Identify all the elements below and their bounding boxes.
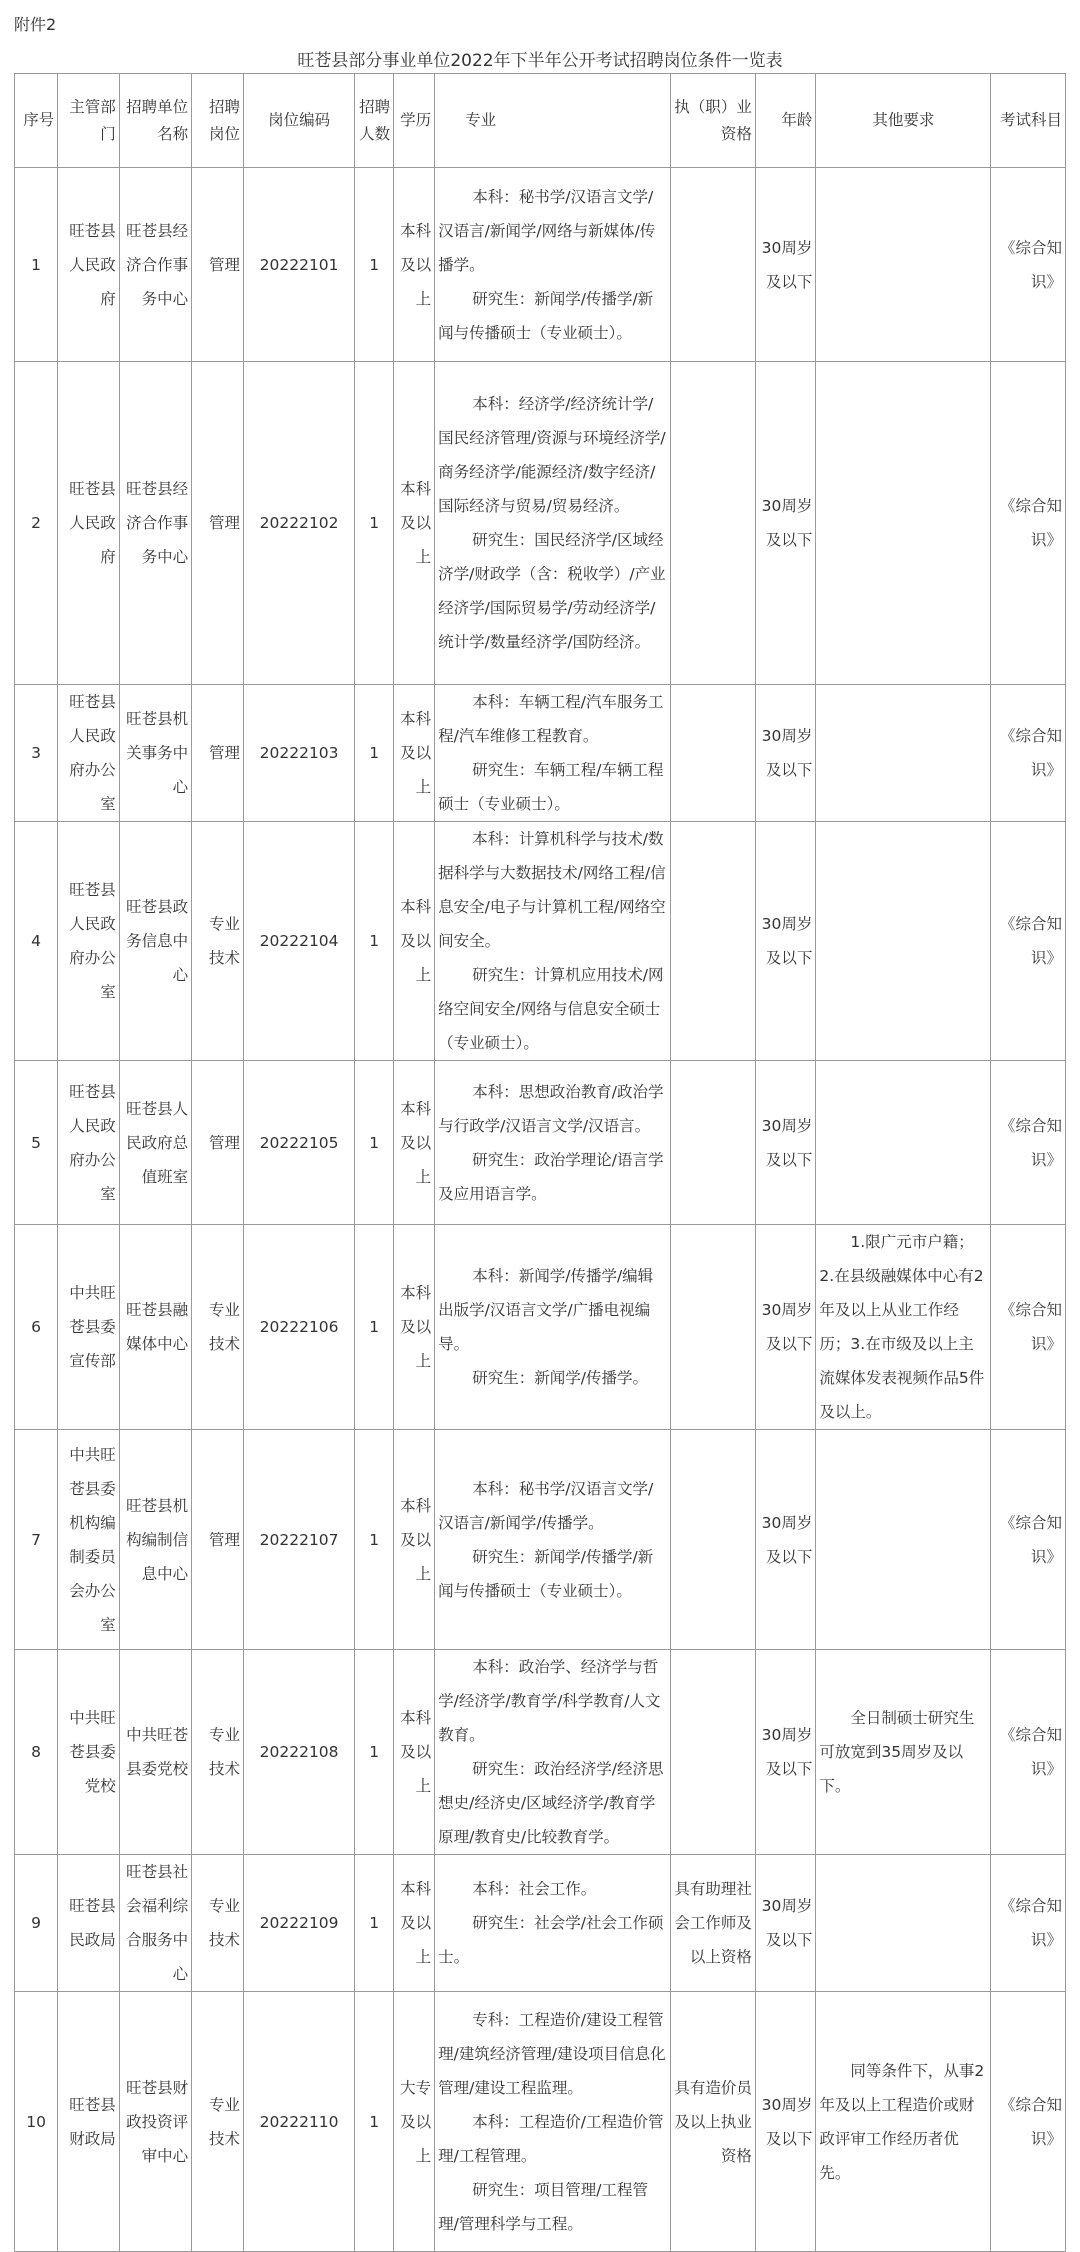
table-row — [15, 1855, 1066, 1992]
table-row — [15, 168, 1066, 362]
row-dept: 中共旺苍县委机构编制委员会办公室 — [58, 1430, 120, 1650]
row-exam: 《综合知识》 — [991, 1992, 1066, 2252]
row-count: 1 — [355, 1430, 394, 1650]
header-post: 招聘岗位 — [192, 74, 244, 168]
row-edu: 本科及以上 — [394, 1061, 435, 1225]
row-unit: 中共旺苍县委党校 — [119, 1650, 191, 1855]
recruitment-table — [14, 73, 1066, 2252]
row-code: 20222106 — [243, 1225, 354, 1430]
major-line: 研究生：国民经济学/区域经济学/财政学（含：税收学）/产业经济学/国际贸易学/劳动经济学/统计学/数量经济学/国防经济。 — [438, 531, 666, 651]
header-edu: 学历 — [394, 74, 435, 168]
row-seq: 9 — [15, 1855, 58, 1992]
row-age: 30周岁及以下 — [755, 1430, 815, 1650]
row-edu: 大专及以上 — [394, 1992, 435, 2252]
major-line: 研究生：政治经济学/经济思想史/经济史/区域经济学/教育学原理/教育史/比较教育学。 — [438, 1760, 664, 1846]
row-post: 管理 — [192, 362, 244, 685]
row-unit: 旺苍县财政投资评审中心 — [119, 1992, 191, 2252]
major-line: 本科：计算机科学与技术/数据科学与大数据技术/网络工程/信息安全/电子与计算机工程/网络空间安全。 — [438, 830, 666, 950]
row-age: 30周岁及以下 — [755, 685, 815, 822]
header-cert: 执（职）业资格 — [670, 74, 755, 168]
row-count: 1 — [355, 685, 394, 822]
major-line: 本科：秘书学/汉语言文学/汉语言/新闻学/传播学。 — [438, 1479, 654, 1532]
row-major — [435, 1225, 670, 1430]
major-line: 研究生：政治学理论/语言学及应用语言学。 — [438, 1150, 664, 1203]
major-line: 本科：社会工作。 — [472, 1880, 597, 1898]
row-other — [816, 1992, 991, 2252]
row-post: 管理 — [192, 685, 244, 822]
header-age: 年龄 — [755, 74, 815, 168]
row-exam: 《综合知识》 — [991, 822, 1066, 1061]
row-count: 1 — [355, 1855, 394, 1992]
row-cert: 具有助理社会工作师及以上资格 — [670, 1855, 755, 1992]
row-dept: 旺苍县民政局 — [58, 1855, 120, 1992]
table-title: 旺苍县部分事业单位2022年下半年公开考试招聘岗位条件一览表 — [297, 51, 783, 71]
row-unit: 旺苍县人民政府总值班室 — [119, 1061, 191, 1225]
row-cert — [670, 1430, 755, 1650]
row-other — [816, 1225, 991, 1430]
row-unit: 旺苍县融媒体中心 — [119, 1225, 191, 1430]
row-age: 30周岁及以下 — [755, 1992, 815, 2252]
row-unit: 旺苍县经济合作事务中心 — [119, 168, 191, 362]
row-count: 1 — [355, 362, 394, 685]
row-age: 30周岁及以下 — [755, 1855, 815, 1992]
row-post: 专业技术 — [192, 1650, 244, 1855]
row-post: 管理 — [192, 1430, 244, 1650]
row-edu: 本科及以上 — [394, 1650, 435, 1855]
row-edu: 本科及以上 — [394, 1855, 435, 1992]
row-cert — [670, 1061, 755, 1225]
row-seq: 2 — [15, 362, 58, 685]
row-exam: 《综合知识》 — [991, 1430, 1066, 1650]
row-cert — [670, 685, 755, 822]
table-row — [15, 1992, 1066, 2252]
row-exam: 《综合知识》 — [991, 1855, 1066, 1992]
row-code: 20222105 — [243, 1061, 354, 1225]
row-edu: 本科及以上 — [394, 1430, 435, 1650]
row-unit: 旺苍县机构编制信息中心 — [119, 1430, 191, 1650]
row-major — [435, 685, 670, 822]
row-post: 管理 — [192, 168, 244, 362]
table-row — [15, 1061, 1066, 1225]
row-seq: 3 — [15, 685, 58, 822]
major-line: 本科：车辆工程/汽车服务工程/汽车维修工程教育。 — [438, 693, 664, 745]
row-dept: 旺苍县人民政府办公室 — [58, 1061, 120, 1225]
annex-label: 附件2 — [14, 15, 57, 34]
other-text: 1.限广元市户籍；2.在县级融媒体中心有2年及以上从业工作经历；3.在市级及以上主流媒体发表视频作品5件及以上。 — [819, 1233, 985, 1421]
other-text: 全日制硕士研究生可放宽到35周岁及以下。 — [819, 1709, 975, 1795]
row-dept: 旺苍县人民政府 — [58, 168, 120, 362]
row-dept: 中共旺苍县委宣传部 — [58, 1225, 120, 1430]
row-dept: 旺苍县人民政府办公室 — [58, 822, 120, 1061]
header-unit: 招聘单位名称 — [119, 74, 191, 168]
row-cert — [670, 362, 755, 685]
row-other — [816, 685, 991, 822]
row-other — [816, 1061, 991, 1225]
row-exam: 《综合知识》 — [991, 1061, 1066, 1225]
major-line: 本科：新闻学/传播学/编辑出版学/汉语言文学/广播电视编导。 — [438, 1267, 654, 1353]
major-line: 研究生：新闻学/传播学/新闻与传播硕士（专业硕士）。 — [438, 1547, 654, 1600]
row-post: 专业技术 — [192, 1992, 244, 2252]
row-code: 20222102 — [243, 362, 354, 685]
row-edu: 本科及以上 — [394, 685, 435, 822]
row-major — [435, 822, 670, 1061]
header-major: 专业 — [435, 74, 670, 168]
row-code: 20222110 — [243, 1992, 354, 2252]
table-row — [15, 362, 1066, 685]
row-code: 20222107 — [243, 1430, 354, 1650]
table-row — [15, 822, 1066, 1061]
major-line: 研究生：社会学/社会工作硕士。 — [438, 1914, 664, 1966]
row-post: 专业技术 — [192, 822, 244, 1061]
row-count: 1 — [355, 1225, 394, 1430]
row-other — [816, 362, 991, 685]
header-other: 其他要求 — [816, 74, 991, 168]
row-count: 1 — [355, 1061, 394, 1225]
row-unit: 旺苍县政务信息中心 — [119, 822, 191, 1061]
row-count: 1 — [355, 822, 394, 1061]
major-line: 专科：工程造价/建设工程管理/建筑经济管理/建设项目信息化管理/建设工程监理。 — [438, 2010, 666, 2097]
major-line: 本科：思想政治教育/政治学与行政学/汉语言文学/汉语言。 — [438, 1082, 664, 1135]
row-unit: 旺苍县经济合作事务中心 — [119, 362, 191, 685]
major-line: 研究生：新闻学/传播学/新闻与传播硕士（专业硕士）。 — [438, 289, 654, 342]
row-exam: 《综合知识》 — [991, 362, 1066, 685]
row-major — [435, 1650, 670, 1855]
row-cert — [670, 1225, 755, 1430]
row-age: 30周岁及以下 — [755, 1650, 815, 1855]
row-seq: 7 — [15, 1430, 58, 1650]
row-code: 20222109 — [243, 1855, 354, 1992]
row-other — [816, 822, 991, 1061]
row-major — [435, 168, 670, 362]
row-other — [816, 168, 991, 362]
major-line: 研究生：新闻学/传播学。 — [472, 1369, 648, 1387]
row-seq: 5 — [15, 1061, 58, 1225]
row-other — [816, 1430, 991, 1650]
row-edu: 本科及以上 — [394, 1225, 435, 1430]
row-seq: 1 — [15, 168, 58, 362]
row-seq: 4 — [15, 822, 58, 1061]
header-exam: 考试科目 — [991, 74, 1066, 168]
row-age: 30周岁及以下 — [755, 1061, 815, 1225]
row-other — [816, 1855, 991, 1992]
row-exam: 《综合知识》 — [991, 685, 1066, 822]
row-major — [435, 1992, 670, 2252]
header-code: 岗位编码 — [243, 74, 354, 168]
row-code: 20222104 — [243, 822, 354, 1061]
row-exam: 《综合知识》 — [991, 1225, 1066, 1430]
major-line: 本科：经济学/经济统计学/国民经济管理/资源与环境经济学/商务经济学/能源经济/数字经济/国际经济与贸易/贸易经济。 — [438, 395, 666, 515]
row-unit: 旺苍县机关事务中心 — [119, 685, 191, 822]
major-line: 本科：秘书学/汉语言文学/汉语言/新闻学/网络与新媒体/传播学。 — [438, 187, 656, 274]
row-cert: 具有造价员及以上执业资格 — [670, 1992, 755, 2252]
table-row — [15, 1430, 1066, 1650]
row-dept: 旺苍县人民政府 — [58, 362, 120, 685]
other-text: 同等条件下，从事2年及以上工程造价或财政评审工作经历者优先。 — [819, 2061, 985, 2182]
row-code: 20222103 — [243, 685, 354, 822]
row-major — [435, 362, 670, 685]
row-major — [435, 1061, 670, 1225]
row-dept: 旺苍县人民政府办公室 — [58, 685, 120, 822]
row-count: 1 — [355, 168, 394, 362]
header-count: 招聘人数 — [355, 74, 394, 168]
table-row — [15, 1650, 1066, 1855]
major-line: 研究生：项目管理/工程管理/管理科学与工程。 — [438, 2180, 648, 2233]
row-count: 1 — [355, 1992, 394, 2252]
row-seq: 8 — [15, 1650, 58, 1855]
row-edu: 本科及以上 — [394, 362, 435, 685]
row-age: 30周岁及以下 — [755, 362, 815, 685]
row-seq: 6 — [15, 1225, 58, 1430]
row-seq: 10 — [15, 1992, 58, 2252]
row-unit: 旺苍县社会福利综合服务中心 — [119, 1855, 191, 1992]
major-line: 研究生：计算机应用技术/网络空间安全/网络与信息安全硕士（专业硕士）。 — [438, 966, 664, 1052]
row-cert — [670, 822, 755, 1061]
row-post: 管理 — [192, 1061, 244, 1225]
row-exam: 《综合知识》 — [991, 168, 1066, 362]
major-line: 本科：工程造价/工程造价管理/工程管理。 — [438, 2112, 664, 2165]
row-dept: 中共旺苍县委党校 — [58, 1650, 120, 1855]
row-cert — [670, 1650, 755, 1855]
table-row — [15, 685, 1066, 822]
row-code: 20222108 — [243, 1650, 354, 1855]
row-post: 专业技术 — [192, 1225, 244, 1430]
major-line: 本科：政治学、经济学与哲学/经济学/教育学/科学教育/人文教育。 — [438, 1658, 661, 1744]
table-row — [15, 1225, 1066, 1430]
row-edu: 本科及以上 — [394, 822, 435, 1061]
row-other — [816, 1650, 991, 1855]
row-age: 30周岁及以下 — [755, 822, 815, 1061]
row-age: 30周岁及以下 — [755, 168, 815, 362]
table-body — [15, 168, 1066, 2252]
row-age: 30周岁及以下 — [755, 1225, 815, 1430]
header-row — [15, 74, 1066, 168]
row-code: 20222101 — [243, 168, 354, 362]
major-line: 研究生：车辆工程/车辆工程硕士（专业硕士）。 — [438, 761, 664, 813]
row-dept: 旺苍县财政局 — [58, 1992, 120, 2252]
row-major — [435, 1855, 670, 1992]
header-seq: 序号 — [15, 74, 58, 168]
row-exam: 《综合知识》 — [991, 1650, 1066, 1855]
row-post: 专业技术 — [192, 1855, 244, 1992]
row-edu: 本科及以上 — [394, 168, 435, 362]
row-cert — [670, 168, 755, 362]
header-dept: 主管部门 — [58, 74, 120, 168]
row-major — [435, 1430, 670, 1650]
row-count: 1 — [355, 1650, 394, 1855]
